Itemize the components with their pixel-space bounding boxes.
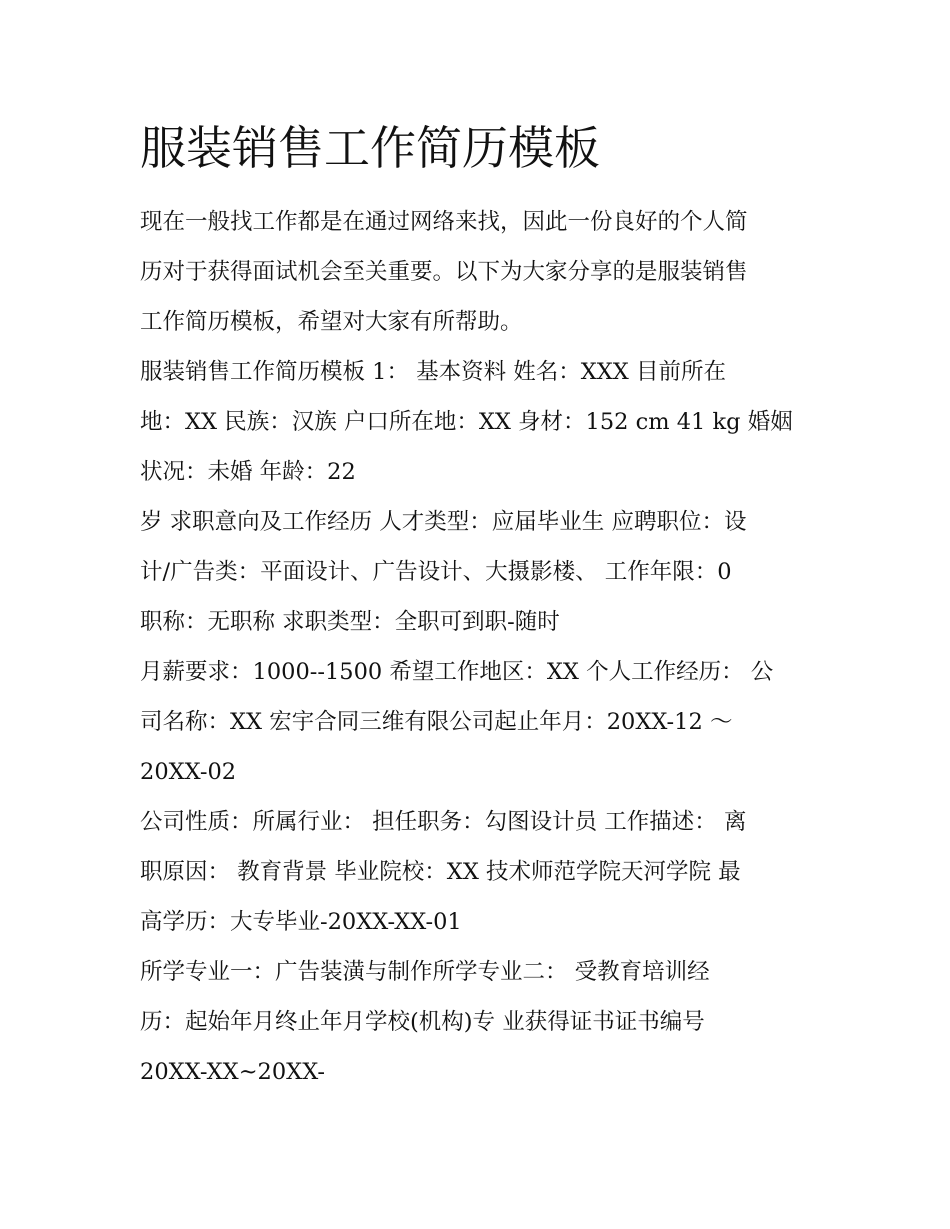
- document-title: 服装销售工作简历模板: [140, 121, 600, 175]
- body-line: 司名称：XX 宏宇合同三维有限公司起止年月：20XX-12 ～: [140, 709, 733, 735]
- body-line: 月薪要求：1000--1500 希望工作地区：XX 个人工作经历： 公: [140, 659, 774, 685]
- body-line: 现在一般找工作都是在通过网络来找，因此一份良好的个人简: [140, 209, 748, 235]
- body-line: 计/广告类：平面设计、广告设计、大摄影楼、 工作年限：0: [140, 559, 732, 585]
- body-line: 工作简历模板，希望对大家有所帮助。: [140, 309, 523, 335]
- body-line: 职称：无职称 求职类型：全职可到职-随时: [140, 609, 560, 635]
- body-line: 公司性质：所属行业： 担任职务：勾图设计员 工作描述： 离: [140, 809, 747, 835]
- body-line: 20XX-02: [140, 759, 237, 785]
- body-line: 岁 求职意向及工作经历 人才类型：应届毕业生 应聘职位：设: [140, 509, 747, 535]
- body-line: 历对于获得面试机会至关重要。以下为大家分享的是服装销售: [140, 259, 748, 285]
- document-body: [140, 197, 820, 1097]
- body-line: 地：XX 民族：汉族 户口所在地：XX 身材：152 cm 41 kg 婚姻: [140, 409, 793, 435]
- body-line: 服装销售工作简历模板 1： 基本资料 姓名：XXX 目前所在: [140, 359, 726, 385]
- body-line: 历：起始年月终止年月学校(机构)专 业获得证书证书编号: [140, 1009, 705, 1035]
- body-line: 20XX-XX~20XX-: [140, 1059, 326, 1085]
- body-line: 职原因： 教育背景 毕业院校：XX 技术师范学院天河学院 最: [140, 859, 741, 885]
- body-line: 所学专业一：广告装潢与制作所学专业二： 受教育培训经: [140, 959, 710, 985]
- body-line: 高学历：大专毕业-20XX-XX-01: [140, 909, 462, 935]
- body-line: 状况：未婚 年龄：22: [140, 459, 356, 485]
